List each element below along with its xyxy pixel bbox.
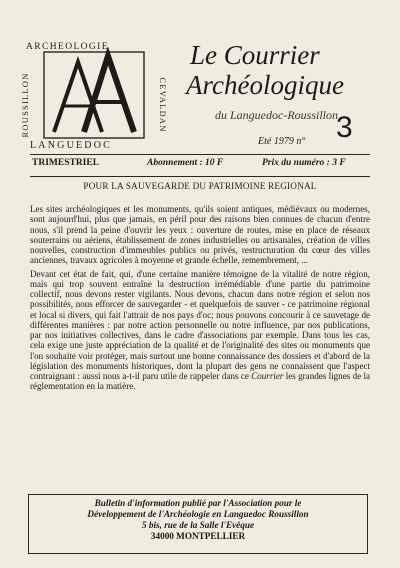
issue-price: Prix du numéro : 3 F (262, 158, 346, 168)
publisher-city: 34000 MONTPELLIER (150, 531, 246, 541)
article-paragraph (30, 269, 370, 392)
logo-text-bottom: LANGUEDOC (30, 140, 113, 151)
divider-top (30, 154, 370, 155)
courrier-italic: Courrier (251, 371, 284, 381)
publisher-info-box (28, 494, 368, 554)
publisher-line: Bulletin d'information publié par l'Association pour le (94, 498, 302, 508)
monogram-aa-icon (28, 36, 160, 152)
frequency-label: TRIMESTRIEL (32, 158, 100, 168)
article-heading: POUR LA SAUVEGARDE DU PATRIMOINE REGIONAL (83, 181, 317, 191)
divider-bottom (30, 176, 370, 177)
logo-text-top: ARCHEOLOGIE (26, 42, 109, 52)
article-paragraph: Les sites archéologiques et les monuments, qu'ils soient antiques, médiévaux ou modernes, sont aujourd'hui, plus que jamais, en péril pour des raisons bien connues de chacun d'entre nous, s'il prend la peine d'ouvrir les yeux : ouverture de routes, mise en place de réseaux souterrains ou aériens, établissement de zones industrielles ou artisanales, création de villes nouvelles, construction d'immeubles publics ou privés, restructuration du cœur des villes anciennes, travaux agricoles à moyenne et grande échelle, remembrement, ... (30, 204, 370, 266)
paragraph-text: Devant cet état de fait, qui, d'une certaine manière témoigne de la vitalité de notre région, mais qui trop souvent entraîne la destruction irrémédiable d'une partie du patrimoine collectif, nous devons rester vigilants. Nous devons, chacun dans notre région et selon nos possibilités, nous efforcer de sauvegarder - et quelquefois de sauver - ce patrimoine régional et local si divers, qui fait l'attrait de nos pays d'oc; nous pouvons concourir à ce sauvetage de différentes manières : par notre action personnelle ou notre influence, par nos publications, par nos initiatives collectives, dans le cadre d'associations par exemple. Dans tous les cas, cela exige une juste appréciation de la qualité et de l'originalité des sites ou monuments que l'on souhaite voir protéger, mais surtout une bonne connaissance des dossiers et d'abord de la législation des monuments historiques, dont la plupart des gens ne connaissent que l'aspect contraignant : aussi nous a-t-il paru utile de rappeler dans ce (30, 268, 370, 381)
logo-text-right: CEVALDAN (158, 77, 168, 133)
association-logo (28, 36, 160, 152)
issue-date: Eté 1979 n° (258, 136, 306, 147)
article-body (30, 204, 370, 395)
masthead-title-line2: Archéologique (186, 70, 344, 100)
issue-number: 3 (336, 111, 353, 144)
publisher-address: 5 bis, rue de la Salle l'Evêque (141, 520, 255, 530)
publisher-line: Développement de l'Archéologie en Languedoc Roussillon (87, 509, 309, 519)
subscription-price: Abonnement : 10 F (147, 158, 224, 168)
masthead-subtitle: du Languedoc-Roussillon (215, 108, 338, 122)
masthead-title-line1: Le Courrier (190, 40, 320, 70)
logo-text-left: ROUSSILLON (20, 72, 30, 138)
paragraph-text: les grandes lignes de la réglementation en la matière. (30, 371, 370, 392)
